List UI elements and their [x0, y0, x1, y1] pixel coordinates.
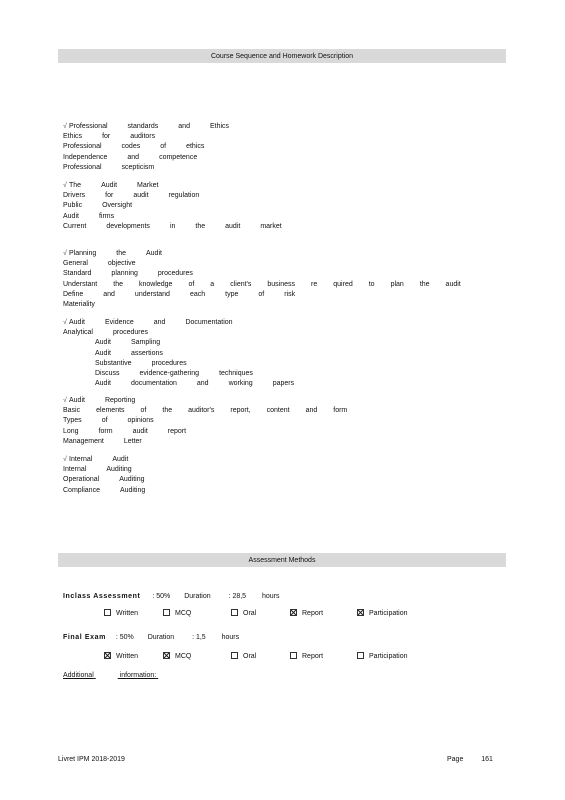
topic-word: opinions [127, 417, 154, 425]
topic-word: Audit [145, 250, 162, 257]
assessment-title: Assessment Methods [248, 556, 316, 564]
topic-word: knowledge [138, 280, 173, 288]
topic-word: procedures [112, 329, 148, 337]
option-label: MCQ [175, 653, 192, 660]
checkmark-icon: √ [63, 456, 67, 463]
topic-word: Audit [69, 319, 85, 326]
topic-line [63, 290, 461, 300]
topic-word: standards [127, 123, 159, 130]
assessment-header [58, 553, 506, 567]
topic-line [63, 132, 229, 142]
option-written [104, 652, 138, 660]
topic-line [63, 300, 461, 310]
topic-word: Market [137, 182, 159, 189]
topic-line [63, 465, 145, 475]
topic-heading [63, 249, 461, 259]
unchecked-box-icon [231, 609, 238, 616]
inclass-percent: : 50% [152, 593, 171, 600]
topic-line [63, 201, 282, 211]
topic-word: Planning [69, 250, 97, 257]
topic-word: of [188, 280, 195, 288]
topic-word: Audit [95, 339, 111, 347]
unchecked-box-icon [163, 609, 170, 616]
footer-left [58, 756, 125, 763]
checkmark-icon: √ [63, 319, 67, 326]
topic-word: audit [445, 280, 461, 288]
topic-word: market [260, 222, 282, 230]
topic-word: audit [132, 427, 148, 435]
topic-word: the [116, 250, 126, 257]
topic-word: a [210, 280, 215, 288]
topic-word: auditor's [188, 407, 215, 415]
topic-word: audit [133, 192, 149, 200]
topic-word: Sampling [130, 339, 161, 347]
topic-word: client's [230, 280, 252, 288]
topic-word: The [69, 182, 82, 189]
additional-label: Additional [63, 672, 94, 679]
topic-word: Oversight [102, 202, 133, 210]
course-sequence-title: Course Sequence and Homework Description [210, 52, 354, 60]
topic-word: Discuss [95, 369, 120, 377]
topic-word: planning [111, 270, 138, 278]
option-label: Oral [243, 653, 257, 660]
topic-word: of [101, 417, 108, 425]
topic-word: for [102, 133, 111, 141]
topic-word: Standard [63, 270, 92, 278]
topic-word: to [368, 280, 375, 288]
topic-word: re [311, 280, 318, 288]
option-participation [357, 609, 408, 617]
option-label: Written [116, 653, 139, 660]
topic-word: in [169, 222, 176, 230]
topic-word: Materiality [63, 300, 95, 308]
topic-word: Evidence [104, 319, 134, 326]
topic-word: General [63, 260, 88, 268]
topic-word: Ethics [63, 133, 83, 141]
final-duration-unit: hours [221, 634, 240, 641]
topic-word: elements [96, 407, 125, 415]
topic-word: and [196, 380, 209, 388]
topic-word: of [160, 143, 167, 151]
topic-word: documentation [130, 380, 177, 388]
topic-word: Professional [69, 123, 108, 130]
topic-word: Independence [63, 153, 108, 161]
topic-line [63, 406, 347, 416]
topic-word: and [103, 290, 115, 298]
final-duration-value: : 1,5 [192, 634, 206, 641]
option-report [290, 609, 323, 617]
inclass-assessment-row [63, 593, 280, 600]
topic-word: the [195, 222, 206, 230]
unchecked-box-icon [290, 652, 297, 659]
unchecked-box-icon [104, 609, 111, 616]
course-sequence-header [58, 49, 506, 63]
topic-heading [63, 181, 282, 191]
topic-word: of [140, 407, 147, 415]
checked-box-icon [357, 609, 364, 616]
topic-word: Basic [63, 407, 81, 415]
final-duration-label: Duration [147, 634, 175, 641]
option-mcq [163, 652, 191, 660]
topic-heading [63, 318, 294, 328]
checkmark-icon: √ [63, 397, 67, 404]
topic-word: business [267, 280, 296, 288]
additional-information [63, 672, 172, 679]
topic-word: ethics [186, 143, 205, 151]
topic-word: the [113, 280, 123, 288]
topic-line [63, 222, 282, 232]
topic-word: audit [225, 222, 241, 230]
option-mcq [163, 609, 191, 617]
checked-box-icon [290, 609, 297, 616]
topic-line [63, 142, 229, 152]
topic-word: risk [284, 290, 296, 298]
inclass-label: Inclass Assessment [63, 593, 141, 600]
topic-word: developments [106, 222, 150, 230]
topic-word: assertions [130, 349, 163, 357]
inclass-duration-value: : 28,5 [228, 593, 247, 600]
topic-word: Drivers [63, 192, 86, 200]
topic-word: Professional [63, 163, 102, 171]
topic-line [63, 153, 229, 163]
topic-word: content [266, 407, 290, 415]
topic-block [63, 455, 145, 496]
topic-word: for [105, 192, 114, 200]
topic-word: and [305, 407, 318, 415]
topic-word: Audit [69, 397, 85, 404]
option-label: Participation [369, 653, 408, 660]
checkmark-icon: √ [63, 250, 67, 257]
topic-word: techniques [219, 369, 253, 377]
topic-word: Types [63, 417, 82, 425]
topic-word: evidence-gathering [139, 369, 200, 377]
topic-word: of [258, 290, 265, 298]
topic-line [63, 359, 294, 369]
footer-page-number: 161 [481, 756, 493, 763]
option-label: MCQ [175, 610, 192, 617]
topic-block [63, 122, 229, 173]
topic-heading [63, 396, 347, 406]
option-label: Report [302, 610, 324, 617]
final-label: Final Exam [63, 634, 106, 641]
option-label: Participation [369, 610, 408, 617]
topic-word: Audit [95, 349, 111, 357]
checked-box-icon [163, 652, 170, 659]
topic-word: and [153, 319, 166, 326]
topic-word: scepticism [121, 163, 155, 171]
additional-label-2: information: [119, 672, 157, 679]
topic-word: the [162, 407, 173, 415]
topic-word: each [189, 290, 206, 298]
topic-word: form [98, 427, 113, 435]
topic-word: Auditing [106, 466, 132, 474]
topic-block [63, 249, 461, 310]
topic-line [63, 328, 294, 338]
topic-word: Define [63, 290, 84, 298]
topic-line [63, 416, 347, 426]
topic-word: regulation [168, 192, 200, 200]
topic-line [63, 437, 347, 447]
topic-word: Current [63, 222, 87, 230]
topic-line [63, 369, 294, 379]
final-exam-row [63, 634, 239, 641]
topic-word: and [178, 123, 190, 130]
topic-word: Internal [63, 466, 87, 474]
topic-word: Audit [95, 380, 111, 388]
topic-word: Letter [123, 437, 142, 445]
topic-word: Compliance [63, 486, 100, 494]
option-report [290, 652, 323, 660]
topic-word: Documentation [185, 319, 233, 326]
topic-word: competence [159, 153, 198, 161]
topic-word: Audit [63, 212, 79, 220]
topic-word: objective [107, 260, 136, 268]
topic-line [63, 475, 145, 485]
topic-word: report, [230, 407, 251, 415]
option-oral [231, 652, 256, 660]
topic-word: and [127, 153, 140, 161]
topic-block [63, 318, 294, 389]
topic-word: Auditing [119, 476, 145, 484]
topic-word: Auditing [119, 486, 146, 494]
topic-block [63, 181, 282, 232]
topic-word: Internal [69, 456, 93, 463]
topic-word: understand [134, 290, 170, 298]
option-participation [357, 652, 408, 660]
checkmark-icon: √ [63, 123, 67, 130]
topic-word: the [419, 280, 430, 288]
footer-page [447, 756, 493, 763]
topic-word: auditors [130, 133, 156, 141]
option-label: Written [116, 610, 139, 617]
topic-word: Operational [63, 476, 100, 484]
topic-word: form [333, 407, 348, 415]
topic-block [63, 396, 347, 447]
topic-line [63, 191, 282, 201]
topic-word: papers [272, 380, 295, 388]
topic-word: codes [121, 143, 141, 151]
topic-line [63, 379, 294, 389]
topic-line [63, 427, 347, 437]
topic-word: working [228, 380, 253, 388]
topic-word: plan [390, 280, 404, 288]
topic-line [63, 212, 282, 222]
topic-word: Audit [101, 182, 118, 189]
topic-line [63, 486, 145, 496]
topic-word: Professional [63, 143, 102, 151]
topic-word: firms [98, 212, 115, 220]
topic-word: Substantive [95, 359, 132, 367]
topic-word: Public [63, 202, 83, 210]
topic-word: Long [63, 427, 79, 435]
topic-line [63, 259, 461, 269]
checkmark-icon: √ [63, 182, 67, 189]
topic-word: Ethics [209, 123, 230, 130]
topic-word: Reporting [104, 397, 136, 404]
option-oral [231, 609, 256, 617]
option-label: Report [302, 653, 324, 660]
footer-page-label: Page [447, 756, 464, 763]
topic-word: Management [63, 437, 104, 445]
footer-booklet: Livret IPM 2018-2019 [58, 756, 125, 763]
topic-line [63, 349, 294, 359]
topic-word: type [225, 290, 239, 298]
topic-line [63, 163, 229, 173]
topic-line [63, 338, 294, 348]
inclass-duration-unit: hours [261, 593, 280, 600]
topic-word: Audit [112, 456, 129, 463]
topic-word: procedures [157, 270, 193, 278]
topic-heading [63, 455, 145, 465]
checked-box-icon [104, 652, 111, 659]
topic-word: report [167, 427, 187, 435]
option-written [104, 609, 138, 617]
topic-line [63, 269, 461, 279]
topic-word: Understant [63, 280, 98, 288]
topic-word: quired [333, 280, 353, 288]
topic-word: procedures [151, 359, 187, 367]
topic-word: Analytical [63, 329, 93, 337]
final-percent: : 50% [115, 634, 134, 641]
unchecked-box-icon [357, 652, 364, 659]
topic-heading [63, 122, 229, 132]
inclass-duration-label: Duration [184, 593, 211, 600]
topic-line [63, 280, 461, 290]
unchecked-box-icon [231, 652, 238, 659]
option-label: Oral [243, 610, 257, 617]
